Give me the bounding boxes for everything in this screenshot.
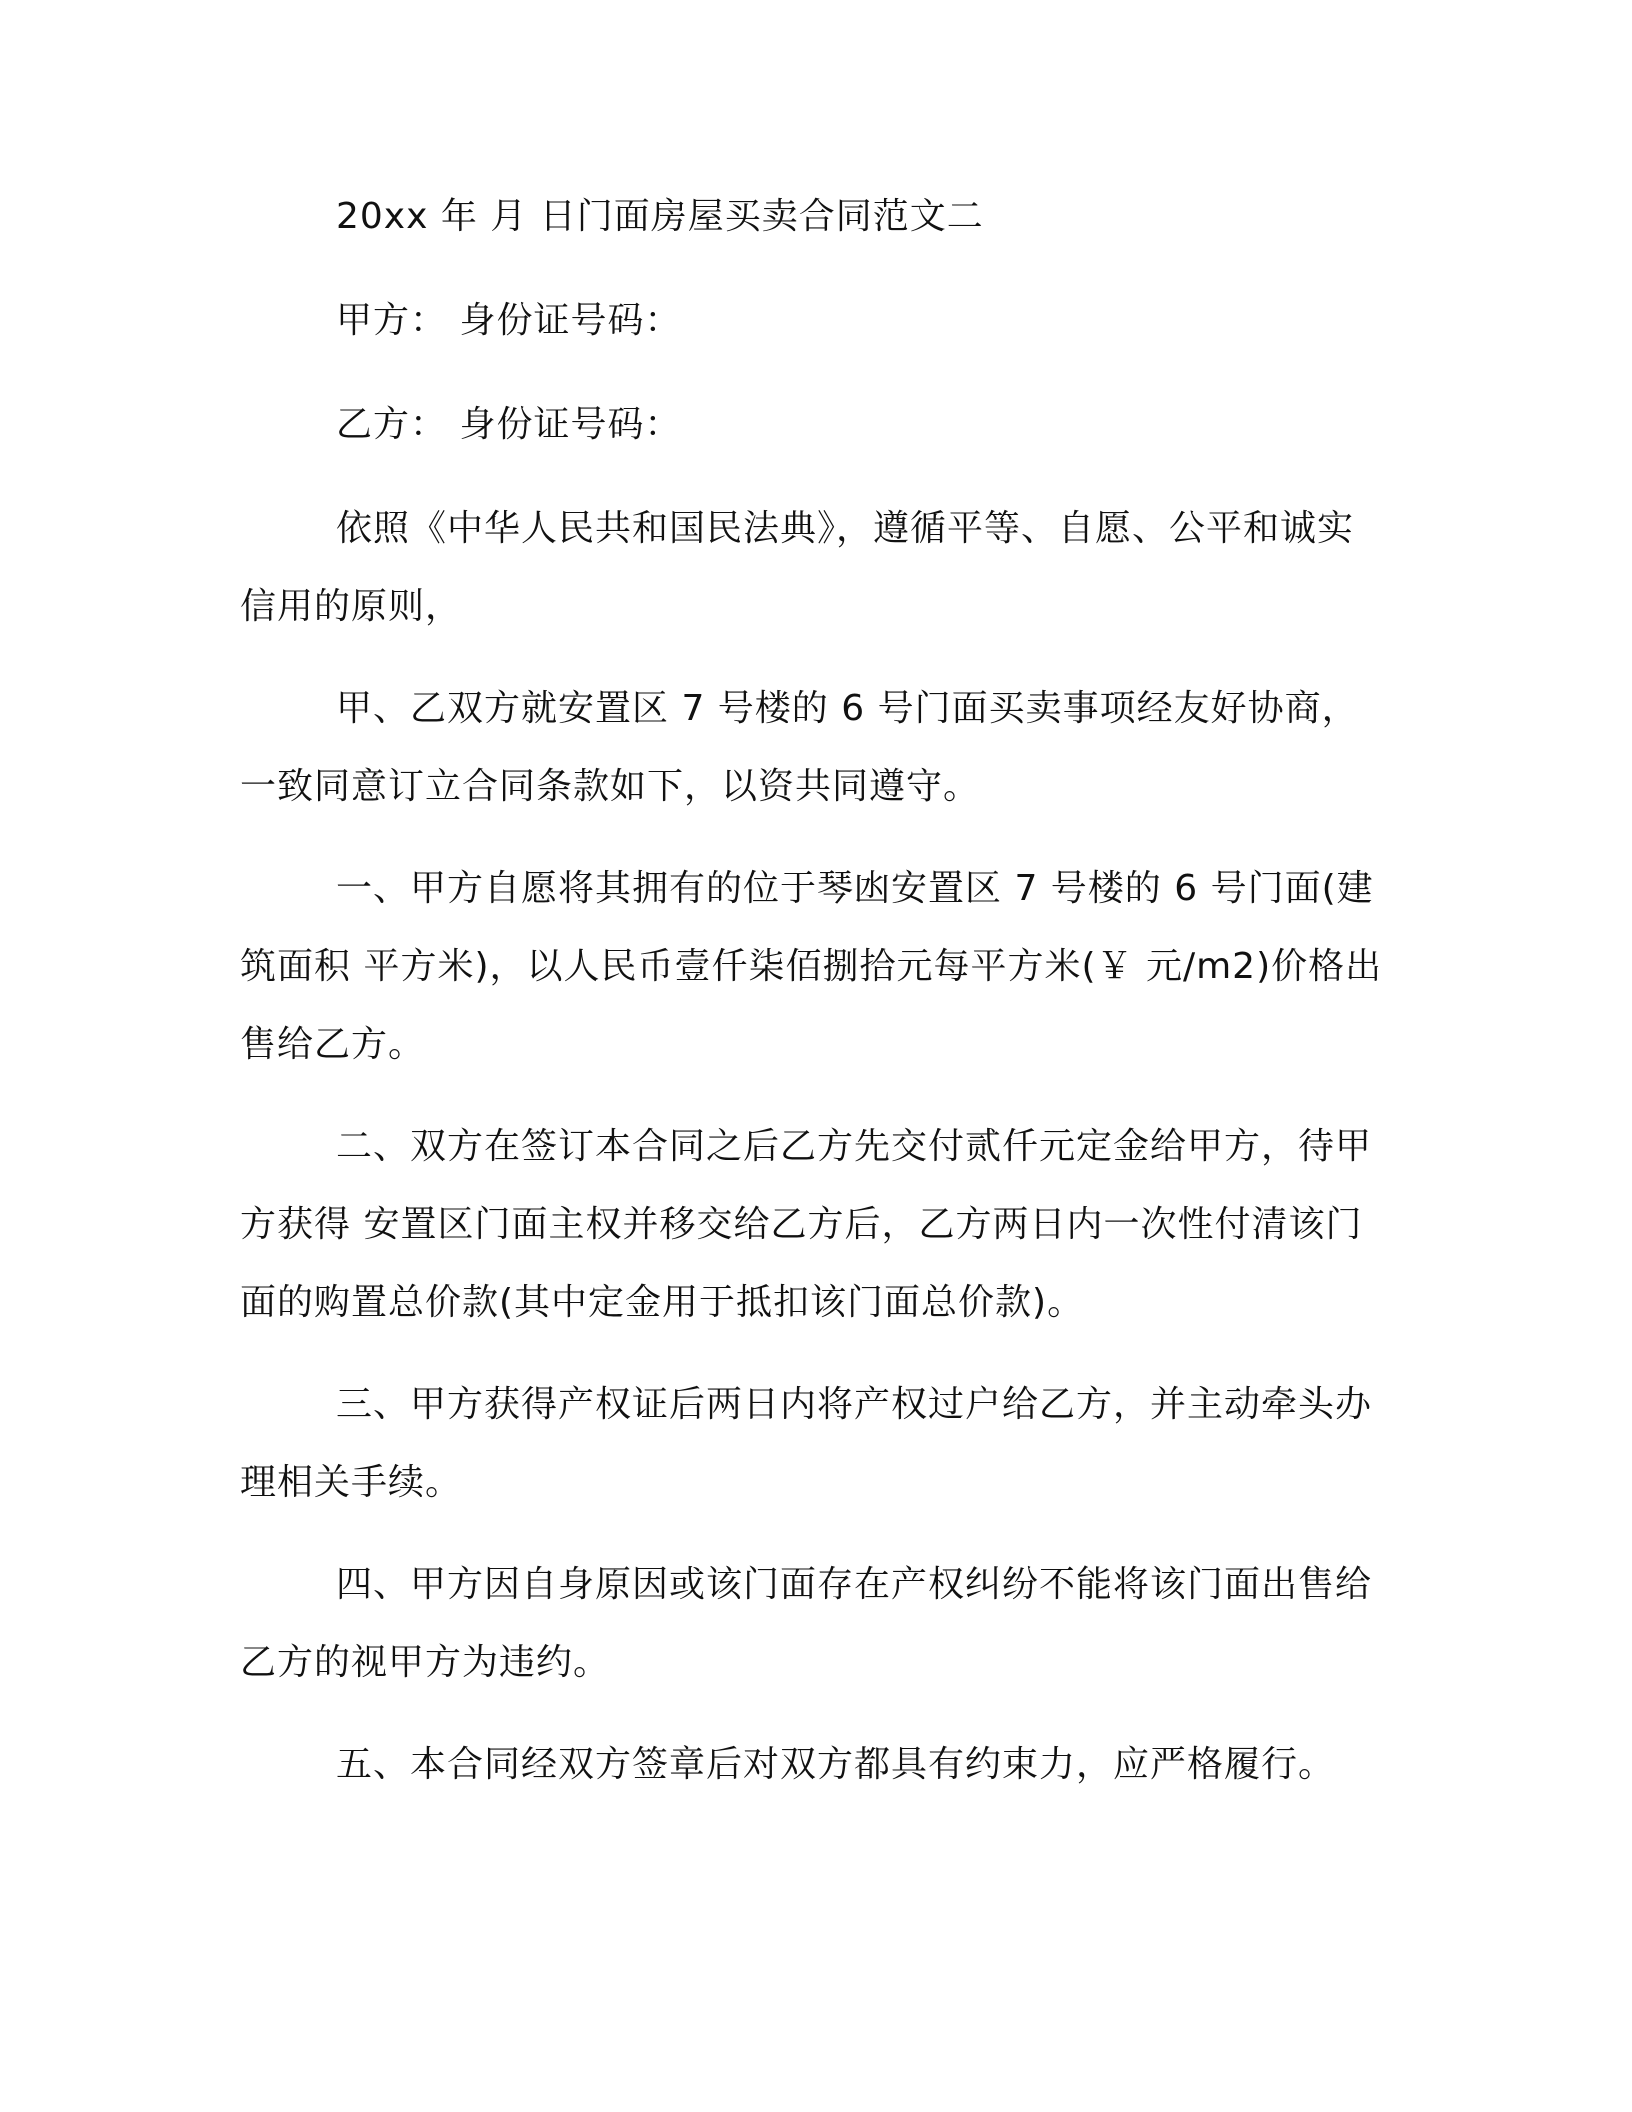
clause-paragraph-3: 三、甲方获得产权证后两日内将产权过户给乙方，并主动牵头办理相关手续。 — [240, 1384, 1373, 1503]
clause-paragraph-2: 二、双方在签订本合同之后乙方先交付贰仟元定金给甲方，待甲方获得 安置区门面主权并移交给乙方后，乙方两日内一次性付清该门面的购置总价款(其中定金用于抵扣该门面总价款)。 — [240, 1126, 1373, 1323]
clause-paragraph-1: 一、甲方自愿将其拥有的位于琴凼安置区 7 号楼的 6 号门面(建筑面积 平方米)，以人民币壹仟柒佰捌拾元每平方米(￥ 元/m2)价格出售给乙方。 — [240, 868, 1383, 1065]
clause-paragraph-4: 四、甲方因自身原因或该门面存在产权纠纷不能将该门面出售给乙方的视甲方为违约。 — [240, 1564, 1373, 1683]
document-header-line: 20xx 年 月 日门面房屋买卖合同范文二 — [336, 196, 984, 237]
clause-paragraph-5: 五、本合同经双方签章后对双方都具有约束力，应严格履行。 — [336, 1744, 1336, 1785]
preamble-paragraph-1: 依照《中华人民共和国民法典》，遵循平等、自愿、公平和诚实信用的原则， — [240, 508, 1355, 627]
party-a-line: 甲方： 身份证号码： — [336, 300, 682, 341]
preamble-paragraph-2: 甲、乙双方就安置区 7 号楼的 6 号门面买卖事项经友好协商，一致同意订立合同条款如下，以资共同遵守。 — [240, 688, 1359, 807]
party-b-line: 乙方： 身份证号码： — [336, 404, 682, 445]
